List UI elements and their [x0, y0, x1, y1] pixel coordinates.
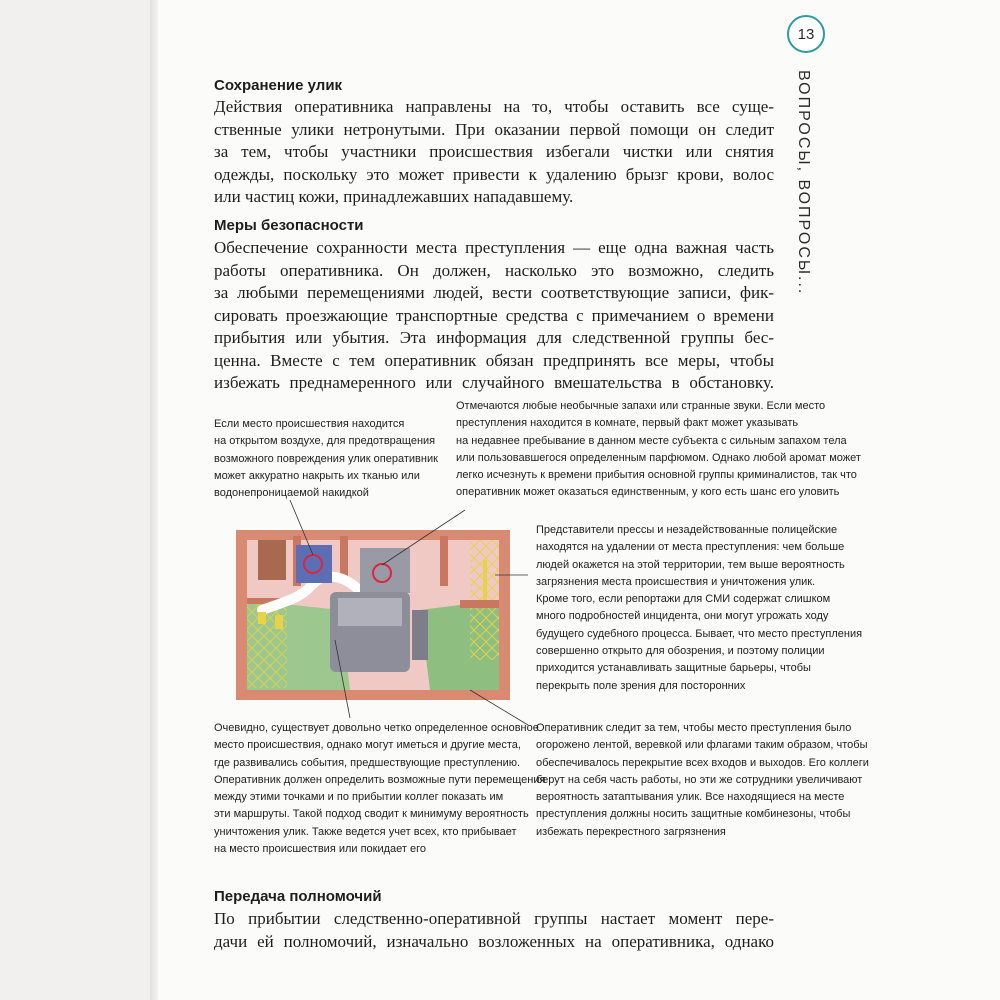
text-line: за тем, чтобы участники происшествия избегали чистки или снятия: [214, 142, 774, 161]
text-line: избежать преднамеренного или случайного вмешательства в обстановку.: [214, 373, 774, 392]
caption-line: возможного повреждения улик оперативник: [214, 452, 438, 465]
caption-tape: [536, 720, 869, 841]
caption-line: где развивались события, предшествующие преступлению.: [214, 756, 521, 769]
vehicle-roof: [338, 598, 402, 626]
text-line: одежды, поскольку это может привести к удалению брызг крови, волос: [214, 164, 774, 184]
partition-wall: [340, 536, 348, 576]
caption-smells: [456, 398, 861, 502]
caption-line: Очевидно, существует довольно четко определенное основное: [214, 722, 539, 734]
caption-line: может аккуратно накрыть их тканью или: [214, 469, 420, 482]
caption-line: на место происшествия или покидает его: [214, 843, 427, 856]
caption-line: Оперативник следит за тем, чтобы место преступления было: [536, 722, 852, 734]
partition-wall: [460, 600, 499, 608]
caption-line: преступления должны носить защитные комбинезоны, чтобы: [536, 808, 851, 821]
caption-line: вероятность затаптывания улик. Все находящиеся на месте: [536, 791, 845, 804]
caption-line: или пользовавшегося определенным парфюмом. Однако любой аромат может: [456, 451, 861, 464]
caption-line: оперативник может оказаться единственным, у кого есть шанс его уловить: [456, 486, 840, 499]
caption-line: приходится устанавливать защитные барьеры, чтобы: [536, 662, 811, 675]
partition-wall: [440, 536, 448, 586]
caption-line: легко исчезнуть к времени прибытия основной группы криминалистов, так что: [456, 469, 857, 482]
caption-line: много подробностей инцидента, они могут угрожать ходу: [536, 610, 829, 623]
caption-line: на недавнее пребывание в данном месте субъекта с сильным запахом тела: [456, 434, 847, 447]
text-line: прибытия или убытия. Эта информация для следственной группы бес-: [214, 328, 774, 347]
heading-safety: Меры безопасности: [214, 217, 364, 234]
caption-line: между этими точками и по прибытии коллег показать им: [214, 791, 504, 804]
caption-line: Отмечаются любые необычные запахи или странные звуки. Если место: [456, 400, 826, 412]
caption-line: Представители прессы и незадействованные полицейские: [536, 524, 838, 536]
text-line: или частиц кожи, принадлежавших нападавшему.: [214, 187, 574, 206]
page-number: 13: [787, 15, 825, 53]
evidence-flag: [258, 612, 266, 624]
caption-line: обеспечивалось перекрытие всех входов и выходов. Его коллеги: [536, 756, 869, 769]
text-line: ственные улики нетронутыми. При оказании первой помощи он следит: [214, 119, 774, 139]
caption-line: эти маршруты. Такой подход сводит к минимуму вероятность: [214, 808, 529, 821]
text-line: за любыми перемещениями людей, вести соответствующие записи, фик-: [214, 283, 774, 302]
paragraph-handover: [214, 908, 774, 953]
caption-line: Оперативник должен определить возможные пути перемещения: [214, 773, 546, 786]
covered-evidence: [296, 545, 332, 583]
caption-press: [536, 522, 862, 695]
caption-line: избежать перекрестного загрязнения: [536, 825, 726, 838]
caption-line: совершенно открыто для обозрения, и поэтому полиции: [536, 645, 825, 658]
text-line: По прибытии следственно-оперативной группы настает момент пере-: [214, 909, 774, 928]
caption-line: перекрыть поле зрения для посторонних: [536, 679, 746, 692]
heading-evidence: Сохранение улик: [214, 77, 343, 94]
caption-line: находятся на удалении от места преступления: чем больше: [536, 541, 845, 554]
text-line: дачи ей полномочий, изначально возложенных на оперативника, однако: [214, 931, 774, 951]
caption-line: место происшествия, однако могут иметься и другие места,: [214, 739, 521, 752]
caption-line: Если место происшествия находится: [214, 418, 405, 430]
caption-outdoor-cover: [214, 416, 438, 502]
furniture-block: [360, 548, 410, 593]
caption-routes: [214, 720, 545, 858]
text-line: Обеспечение сохранности места преступления — еще одна важная часть: [214, 238, 774, 257]
text-line: Действия оперативника направлены на то, чтобы оставить все суще-: [214, 97, 774, 116]
caption-line: Кроме того, если репортажи для СМИ содержат слишком: [536, 593, 831, 606]
caption-line: загрязнения места происшествия и уничтожения улик.: [536, 575, 816, 588]
text-line: сировать проезжающие транспортные средства с примечанием о времени: [214, 305, 774, 325]
caption-line: преступления находится в комнате, первый факт может указывать: [456, 417, 799, 430]
chapter-side-title: ВОПРОСЫ, ВОПРОСЫ...: [795, 70, 812, 296]
text-line: ценна. Вместе с тем оперативник обязан предпринять все меры, чтобы: [214, 350, 774, 370]
caption-line: людей окажется на этой территории, тем выше вероятность: [536, 558, 845, 571]
heading-handover: Передача полномочий: [214, 888, 382, 905]
caption-line: на открытом воздухе, для предотвращения: [214, 435, 436, 448]
caption-line: огорожено лентой, веревкой или флагами таким образом, чтобы: [536, 739, 868, 752]
vehicle-side: [412, 610, 428, 660]
cabinet: [258, 540, 286, 580]
caption-line: будущего судебного процесса. Бывает, что место преступления: [536, 627, 863, 640]
caption-line: водонепроницаемой накидкой: [214, 487, 369, 500]
caption-line: уничтожения улик. Также ведется учет всех, кто прибывает: [214, 825, 517, 838]
text-line: работы оперативника. Он должен, насколько это возможно, следить: [214, 260, 774, 280]
evidence-flag: [275, 615, 283, 629]
caption-line: берут на себя часть работы, но эти же сотрудники увеличивают: [536, 773, 863, 786]
